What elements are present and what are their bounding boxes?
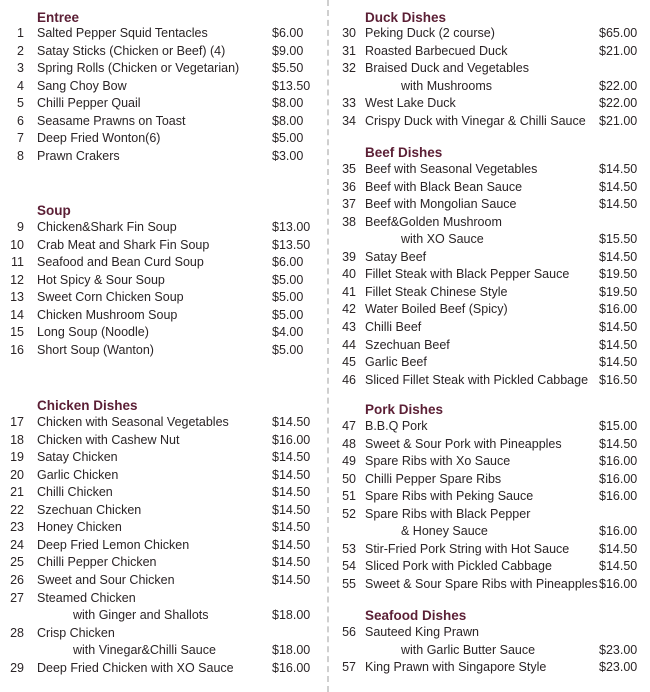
menu-item — [0, 608, 325, 626]
menu-item-price: $15.00 — [599, 419, 638, 433]
menu-item-num: 2 — [17, 43, 24, 58]
menu-item-name: Sweet Corn Chicken Soup — [37, 290, 184, 305]
menu-item — [0, 520, 325, 538]
menu-item-num: 21 — [10, 485, 24, 500]
menu-item-price: $22.00 — [599, 78, 638, 93]
menu-item-num: 36 — [342, 179, 356, 194]
menu-item — [0, 149, 325, 167]
menu-item — [0, 538, 325, 556]
menu-item — [330, 437, 650, 455]
menu-item — [0, 238, 325, 256]
menu-item — [0, 220, 325, 238]
menu-item-price: $5.00 — [272, 290, 304, 305]
menu-item — [330, 524, 650, 542]
menu-item-num: 11 — [11, 255, 24, 270]
menu-item-num: 48 — [342, 436, 356, 451]
section-heading: Pork Dishes — [365, 402, 444, 417]
menu-item-name: Chilli Chicken — [37, 485, 113, 500]
menu-item — [0, 555, 325, 573]
menu-item-num: 51 — [342, 489, 356, 504]
menu-item — [330, 373, 650, 391]
menu-item-price: $14.50 — [599, 197, 638, 212]
menu-item-name: Crab Meat and Shark Fin Soup — [37, 237, 210, 252]
menu-item-name: Sang Choy Bow — [37, 78, 127, 93]
menu-item-price: $14.50 — [599, 249, 638, 264]
menu-item-price: $8.00 — [272, 113, 304, 128]
menu-item — [330, 320, 650, 338]
menu-item-num: 18 — [10, 432, 24, 447]
menu-item — [330, 507, 650, 525]
menu-item — [330, 472, 650, 490]
menu-item-name: Salted Pepper Squid Tentacles — [37, 26, 208, 40]
section-heading: Seafood Dishes — [365, 608, 467, 623]
menu-item-name: West Lake Duck — [365, 96, 456, 111]
menu-item — [330, 660, 650, 678]
menu-item-num: 37 — [342, 197, 356, 212]
menu-item — [0, 26, 325, 44]
menu-item — [330, 250, 650, 268]
menu-item — [330, 542, 650, 560]
menu-item-num: 6 — [17, 113, 24, 128]
menu-item-num: 22 — [10, 502, 24, 517]
menu-item — [330, 232, 650, 250]
menu-item-num: 42 — [342, 302, 356, 317]
section-heading: Chicken Dishes — [37, 398, 138, 413]
menu-item-price: $14.50 — [599, 559, 638, 574]
menu-item-name: Seasame Prawns on Toast — [37, 113, 186, 128]
column-divider — [327, 0, 329, 692]
menu-item-name: with Garlic Butter Sauce — [401, 642, 536, 657]
menu-item — [330, 197, 650, 215]
menu-item-name: Deep Fried Wonton(6) — [37, 131, 161, 146]
menu-item — [0, 308, 325, 326]
menu-item-num: 17 — [10, 415, 24, 429]
menu-item-name: B.B.Q Pork — [365, 419, 428, 433]
menu-item-num: 57 — [342, 660, 356, 675]
menu-item — [330, 61, 650, 79]
menu-item-num: 13 — [10, 290, 24, 305]
menu-item-num: 7 — [17, 131, 24, 146]
menu-item — [0, 573, 325, 591]
menu-item-name: with XO Sauce — [401, 232, 484, 247]
section-heading: Entree — [37, 10, 80, 25]
menu-item-price: $13.50 — [272, 237, 311, 252]
menu-item — [330, 215, 650, 233]
menu-item-name: Chicken&Shark Fin Soup — [37, 220, 177, 234]
menu-item-name: with Mushrooms — [401, 78, 492, 93]
menu-item — [330, 454, 650, 472]
menu-item-name: Satay Chicken — [37, 450, 118, 465]
menu-item-num: 53 — [342, 541, 356, 556]
menu-item-num: 35 — [342, 162, 356, 176]
menu-item-name: with Ginger and Shallots — [73, 608, 209, 623]
menu-item-num: 25 — [10, 555, 24, 570]
menu-item-name: Beef with Mongolian Sauce — [365, 197, 517, 212]
menu-item-num: 44 — [342, 337, 356, 352]
menu-item-name: Spring Rolls (Chicken or Vegetarian) — [37, 61, 240, 76]
menu-item — [330, 338, 650, 356]
menu-item — [0, 96, 325, 114]
menu-item — [0, 273, 325, 291]
menu-item-name: Peking Duck (2 course) — [365, 26, 495, 40]
menu-item — [0, 255, 325, 273]
menu-item-name: Beef&Golden Mushroom — [365, 214, 502, 229]
menu-item — [330, 489, 650, 507]
section-heading: Soup — [37, 203, 71, 218]
menu-item-name: Steamed Chicken — [37, 590, 136, 605]
menu-item-price: $5.00 — [272, 307, 304, 322]
menu-item — [330, 625, 650, 643]
menu-item-price: $14.50 — [272, 520, 311, 535]
menu-item-price: $23.00 — [599, 660, 638, 675]
menu-item-num: 8 — [17, 148, 24, 163]
menu-item-num: 47 — [342, 419, 356, 433]
menu-item-name: Sweet and Sour Chicken — [37, 572, 175, 587]
menu-item-name: Hot Spicy & Sour Soup — [37, 272, 165, 287]
menu-item — [330, 79, 650, 97]
menu-item-price: $16.00 — [272, 432, 311, 447]
menu-item-name: Honey Chicken — [37, 520, 122, 535]
menu-item-price: $14.50 — [599, 436, 638, 451]
menu-item-name: & Honey Sauce — [401, 524, 488, 539]
menu-item-num: 24 — [10, 537, 24, 552]
menu-item-price: $14.50 — [599, 162, 638, 176]
menu-item-name: Beef with Seasonal Vegetables — [365, 162, 538, 176]
menu-item-price: $14.50 — [272, 467, 311, 482]
menu-item-price: $15.50 — [599, 232, 638, 247]
menu-item-price: $14.50 — [272, 415, 311, 429]
menu-item-name: Short Soup (Wanton) — [37, 342, 154, 357]
menu-item-name: Satay Sticks (Chicken or Beef) (4) — [37, 43, 226, 58]
menu-item-num: 29 — [10, 660, 24, 675]
menu-item-num: 4 — [17, 78, 24, 93]
menu-item-name: Sweet & Sour Pork with Pineapples — [365, 436, 562, 451]
menu-item-name: Sweet & Sour Spare Ribs with Pineapples — [365, 576, 598, 591]
menu-item-price: $9.00 — [272, 43, 304, 58]
menu-item — [0, 591, 325, 609]
menu-item-name: Garlic Beef — [365, 355, 427, 370]
menu-item-price: $16.00 — [599, 524, 638, 539]
menu-item-num: 45 — [342, 355, 356, 370]
menu-item — [330, 26, 650, 44]
menu-item-num: 1 — [17, 26, 24, 40]
menu-item-num: 23 — [10, 520, 24, 535]
menu-item-price: $14.50 — [599, 179, 638, 194]
menu-item-num: 33 — [342, 96, 356, 111]
menu-item-name: Szechuan Chicken — [37, 502, 142, 517]
menu-item-name: Fillet Steak Chinese Style — [365, 284, 508, 299]
menu-item — [330, 96, 650, 114]
menu-item-price: $4.00 — [272, 325, 304, 340]
menu-item-price: $5.00 — [272, 131, 304, 146]
menu-item-price: $16.00 — [599, 302, 638, 317]
menu-item — [0, 433, 325, 451]
menu-item-name: Satay Beef — [365, 249, 427, 264]
menu-item-price: $16.50 — [599, 372, 638, 387]
menu-item-name: Prawn Crakers — [37, 148, 120, 163]
menu-item — [0, 468, 325, 486]
menu-item-name: Seafood and Bean Curd Soup — [37, 255, 204, 270]
menu-item-name: Chilli Pepper Quail — [37, 96, 141, 111]
menu-item-price: $14.50 — [272, 555, 311, 570]
menu-item-num: 54 — [342, 559, 356, 574]
menu-item-num: 34 — [342, 113, 356, 128]
menu-item — [330, 302, 650, 320]
menu-item — [330, 643, 650, 661]
menu-item — [0, 415, 325, 433]
menu-item-price: $5.00 — [272, 272, 304, 287]
menu-item-price: $14.50 — [599, 319, 638, 334]
menu-item-num: 40 — [342, 267, 356, 282]
menu-item-num: 15 — [10, 325, 24, 340]
menu-item-num: 12 — [10, 272, 24, 287]
menu-item-num: 26 — [10, 572, 24, 587]
menu-item — [330, 44, 650, 62]
menu-item-price: $16.00 — [599, 454, 638, 469]
menu-item — [0, 503, 325, 521]
menu-item-name: Braised Duck and Vegetables — [365, 61, 529, 76]
menu-item-price: $6.00 — [272, 26, 304, 40]
menu-item — [0, 661, 325, 679]
menu-item-num: 52 — [342, 506, 356, 521]
menu-item-price: $14.50 — [272, 572, 311, 587]
menu-item-price: $14.50 — [599, 355, 638, 370]
menu-item-num: 46 — [342, 372, 356, 387]
menu-item-num: 9 — [17, 220, 24, 234]
menu-item — [330, 267, 650, 285]
menu-item — [0, 343, 325, 361]
menu-item-price: $22.00 — [599, 96, 638, 111]
menu-item — [0, 325, 325, 343]
menu-item — [0, 626, 325, 644]
menu-item-num: 20 — [10, 467, 24, 482]
menu-item-price: $6.00 — [272, 255, 304, 270]
menu-item-name: Beef with Black Bean Sauce — [365, 179, 523, 194]
menu-item-name: Sliced Fillet Steak with Pickled Cabbage — [365, 372, 589, 387]
menu-item — [330, 419, 650, 437]
menu-item-name: Chilli Beef — [365, 319, 422, 334]
menu-item-price: $16.00 — [599, 489, 638, 504]
menu-item-price: $21.00 — [599, 113, 638, 128]
menu-item-price: $14.50 — [272, 450, 311, 465]
menu-item — [0, 79, 325, 97]
menu-item-name: with Vinegar&Chilli Sauce — [73, 643, 216, 658]
menu-item-num: 3 — [17, 61, 24, 76]
section-heading: Beef Dishes — [365, 145, 443, 160]
menu-item-name: Szechuan Beef — [365, 337, 450, 352]
menu-item-price: $16.00 — [599, 471, 638, 486]
menu-item-price: $21.00 — [599, 43, 638, 58]
menu-item-name: Chilli Pepper Spare Ribs — [365, 471, 502, 486]
menu-item-num: 49 — [342, 454, 356, 469]
menu-item-num: 38 — [342, 214, 356, 229]
menu-item-num: 5 — [17, 96, 24, 111]
menu-item-num: 14 — [10, 307, 24, 322]
section-heading: Duck Dishes — [365, 10, 447, 25]
menu-item-price: $16.00 — [272, 660, 311, 675]
menu-item — [0, 131, 325, 149]
menu-item-num: 43 — [342, 319, 356, 334]
menu-item — [0, 114, 325, 132]
menu-item-name: Water Boiled Beef (Spicy) — [365, 302, 508, 317]
menu-item-price: $3.00 — [272, 148, 304, 163]
menu-item — [0, 61, 325, 79]
menu-item-name: Spare Ribs with Xo Sauce — [365, 454, 511, 469]
menu-item-price: $13.50 — [272, 78, 311, 93]
menu-item — [330, 285, 650, 303]
menu-item-name: Garlic Chicken — [37, 467, 119, 482]
menu-item-name: Crispy Duck with Vinegar & Chilli Sauce — [365, 113, 586, 128]
menu-item-price: $19.50 — [599, 284, 638, 299]
menu-item-name: Deep Fried Chicken with XO Sauce — [37, 660, 234, 675]
menu-item-num: 39 — [342, 249, 356, 264]
menu-item-name: Stir-Fried Pork String with Hot Sauce — [365, 541, 570, 556]
menu-item — [330, 162, 650, 180]
menu-item — [0, 290, 325, 308]
menu-item-name: Roasted Barbecued Duck — [365, 43, 508, 58]
menu-item-name: Sliced Pork with Pickled Cabbage — [365, 559, 552, 574]
menu-item-name: King Prawn with Singapore Style — [365, 660, 547, 675]
menu-item-name: Long Soup (Noodle) — [37, 325, 149, 340]
menu-item-price: $14.50 — [599, 337, 638, 352]
menu-item-price: $18.00 — [272, 608, 311, 623]
menu-item — [330, 114, 650, 132]
menu-item-price: $65.00 — [599, 26, 638, 40]
menu-item-price: $14.50 — [272, 537, 311, 552]
menu-item-price: $14.50 — [272, 485, 311, 500]
menu-item-num: 27 — [10, 590, 24, 605]
menu-item-name: Deep Fried Lemon Chicken — [37, 537, 190, 552]
menu-item-price: $8.00 — [272, 96, 304, 111]
menu-item — [0, 450, 325, 468]
menu-item-num: 19 — [10, 450, 24, 465]
menu-item-name: Chilli Pepper Chicken — [37, 555, 157, 570]
menu-item — [0, 643, 325, 661]
menu-item-num: 31 — [342, 43, 356, 58]
menu-item-num: 28 — [10, 625, 24, 640]
menu-item — [330, 559, 650, 577]
menu-item-name: Chicken with Seasonal Vegetables — [37, 415, 229, 429]
menu-item-name: Spare Ribs with Black Pepper — [365, 506, 531, 521]
menu-item-price: $5.00 — [272, 342, 304, 357]
menu-item-num: 41 — [342, 284, 356, 299]
menu-item-num: 50 — [342, 471, 356, 486]
menu-item — [0, 44, 325, 62]
menu-item-num: 10 — [10, 237, 24, 252]
menu-item-num: 56 — [342, 625, 356, 639]
menu-item-name: Crisp Chicken — [37, 625, 115, 640]
menu-item — [330, 577, 650, 595]
menu-item — [330, 355, 650, 373]
menu-item-name: Sauteed King Prawn — [365, 625, 479, 639]
menu-item-name: Fillet Steak with Black Pepper Sauce — [365, 267, 570, 282]
menu-item-name: Chicken with Cashew Nut — [37, 432, 180, 447]
menu-item-num: 30 — [342, 26, 356, 40]
menu-item — [330, 180, 650, 198]
menu-item-price: $5.50 — [272, 61, 304, 76]
menu-item-price: $23.00 — [599, 642, 638, 657]
menu-item-price: $14.50 — [272, 502, 311, 517]
menu-item — [0, 485, 325, 503]
menu-item-num: 16 — [10, 342, 24, 357]
menu-item-num: 32 — [342, 61, 356, 76]
menu-item-price: $14.50 — [599, 541, 638, 556]
menu-item-num: 55 — [342, 576, 356, 591]
menu-item-price: $19.50 — [599, 267, 638, 282]
menu-item-price: $16.00 — [599, 576, 638, 591]
menu-item-price: $18.00 — [272, 643, 311, 658]
menu-item-name: Spare Ribs with Peking Sauce — [365, 489, 534, 504]
menu-item-name: Chicken Mushroom Soup — [37, 307, 178, 322]
menu-item-price: $13.00 — [272, 220, 311, 234]
